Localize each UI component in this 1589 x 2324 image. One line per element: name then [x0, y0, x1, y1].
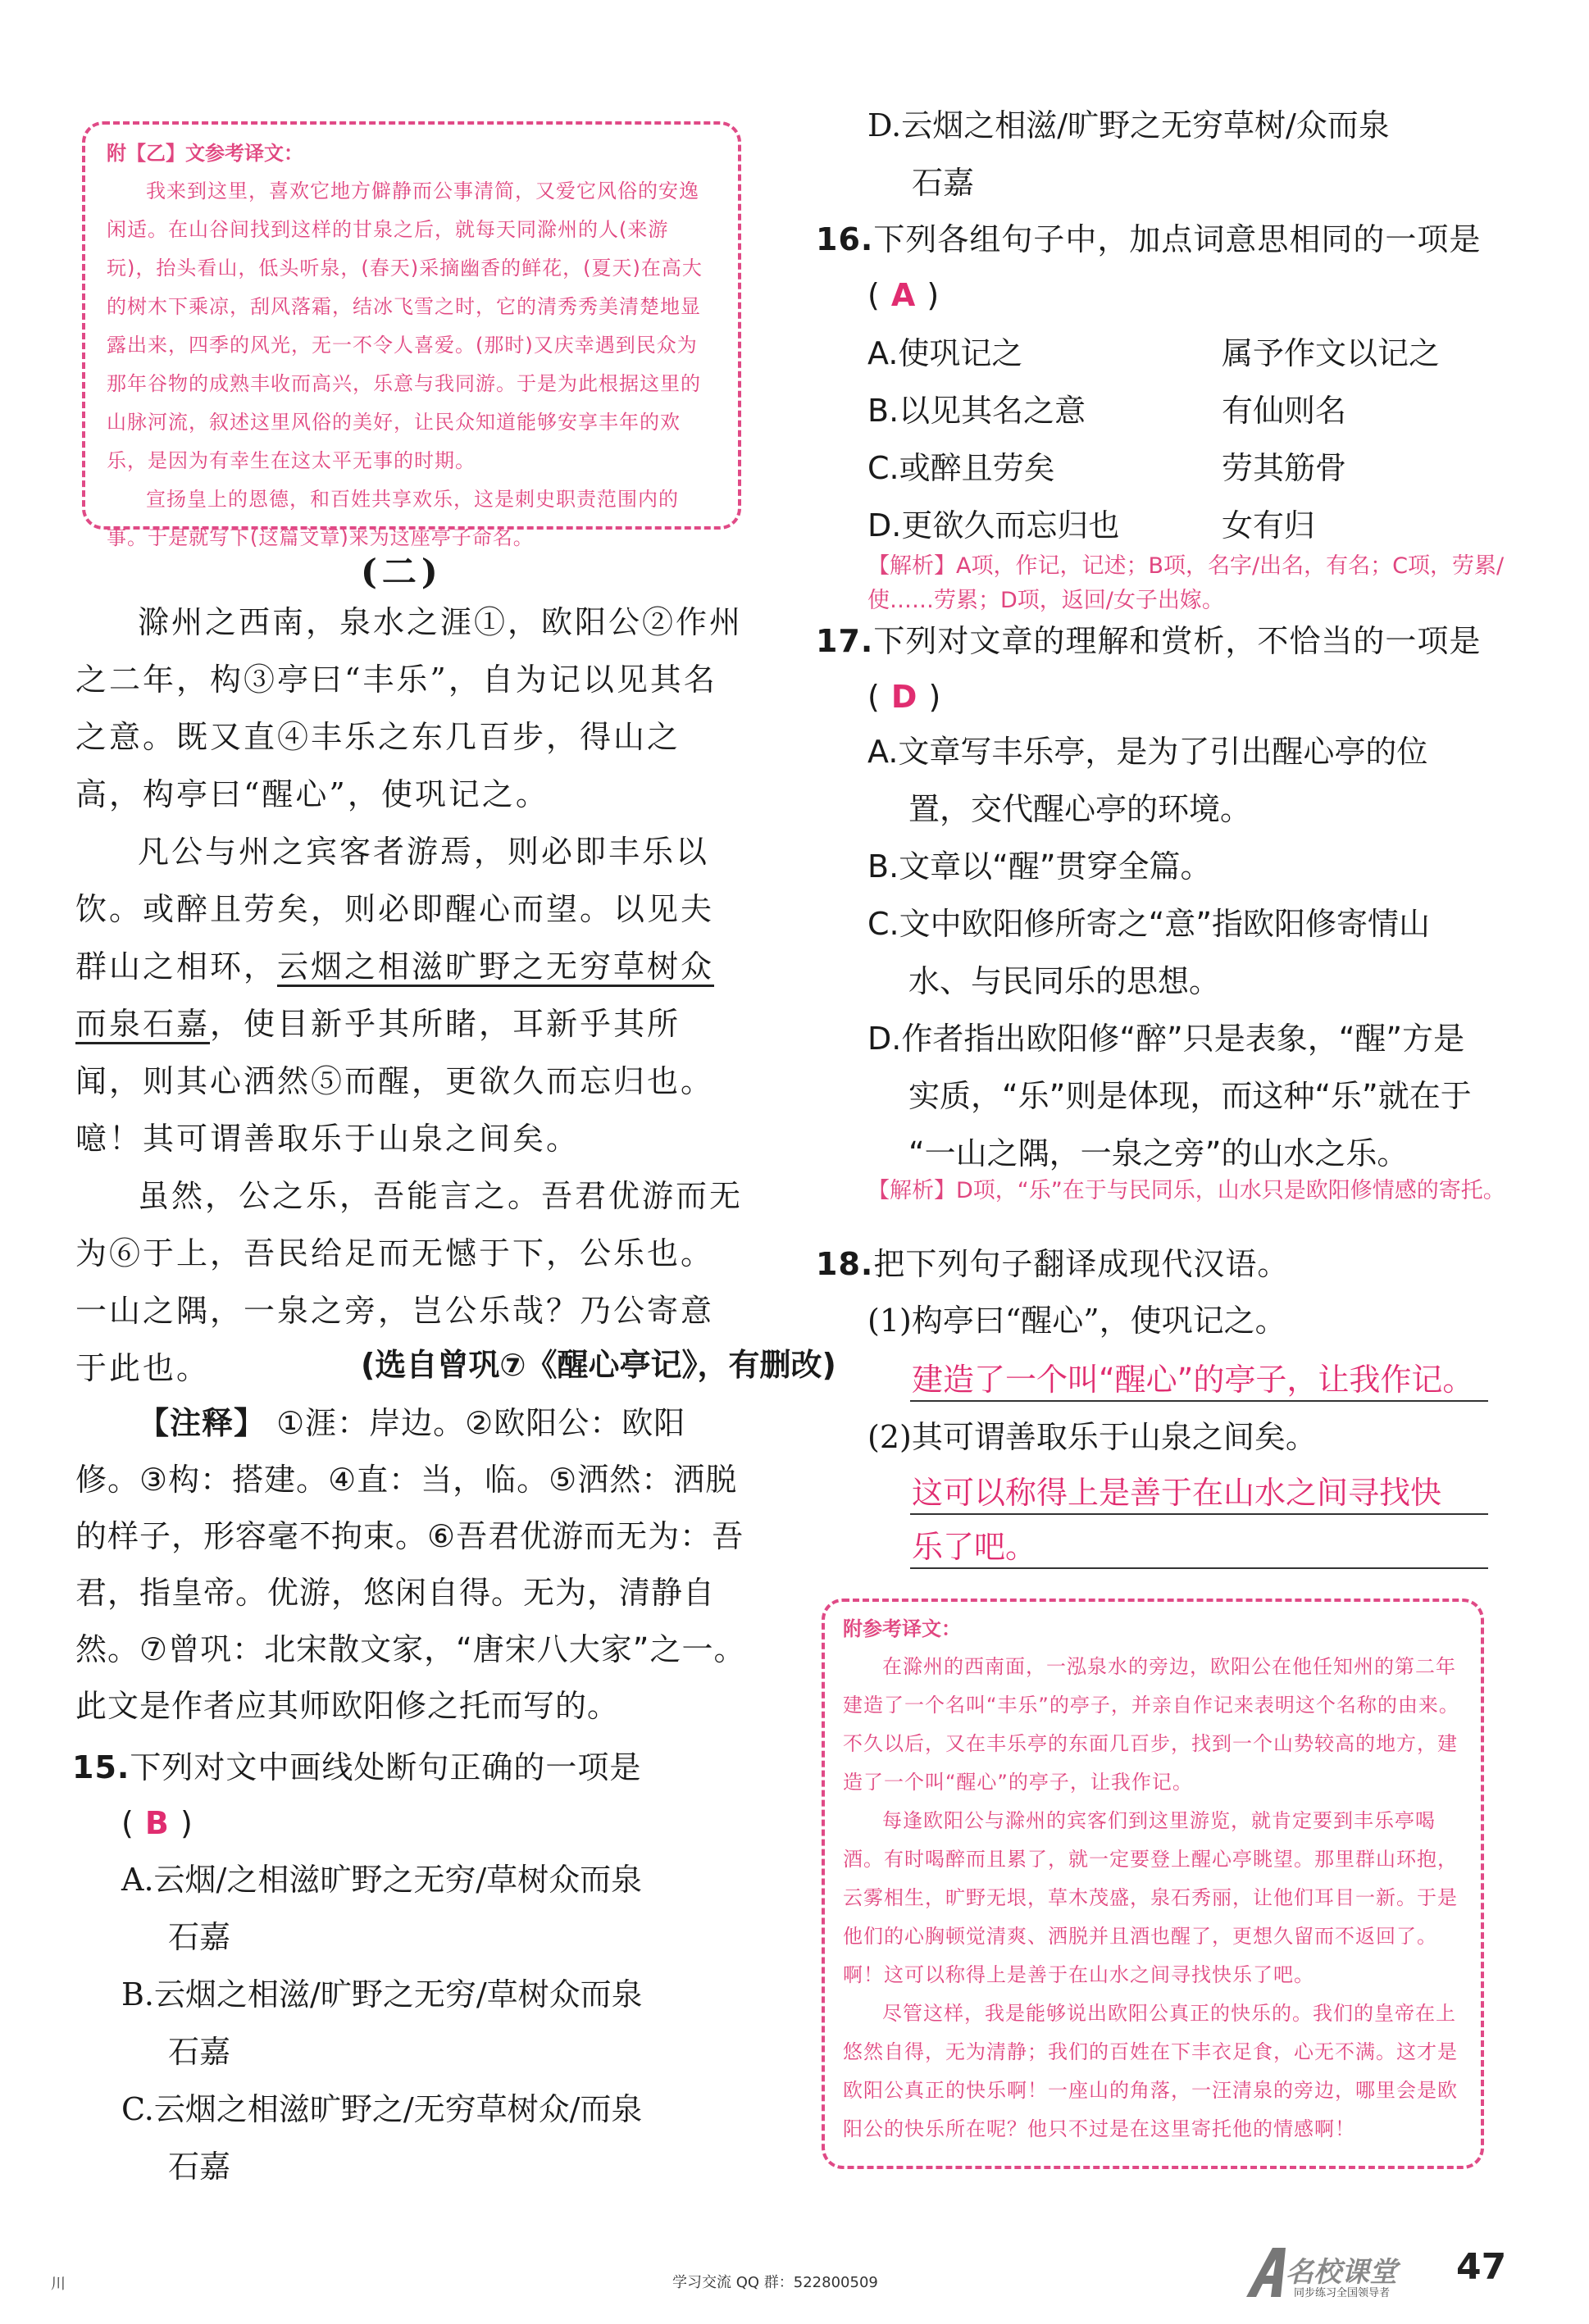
box-paragraph: 在滁州的西南面，一泓泉水的旁边，欧阳公在他任知州的第二年建造了一个名叫“丰乐”的亭子，并亲自作记来表明这个名称的由来。不久以后，又在丰乐亭的东面几百步，找到一个山势较高的地方，建造了一个叫“醒心”的亭子，让我作记。	[843, 1655, 1459, 1794]
q16-option-a: A.使巩记之	[867, 335, 1023, 371]
question-15: 15.下列对文中画线处断句正确的一项是	[72, 1749, 642, 1785]
q16-option-c: C.或醉且劳矣	[867, 450, 1055, 486]
section-title: (二)	[361, 552, 443, 592]
passage-paragraph-1: 滁州之西南，泉水之涯①，欧阳公②作州之二年，构③亭曰“丰乐”，自为记以见其名之意。既又直④丰乐之东几百步，得山之高，构亭曰“醒心”，使巩记之。	[75, 604, 744, 812]
q18-sentence-2: (2)其可谓善取乐于山泉之间矣。	[867, 1419, 1317, 1455]
q17-analysis: 【解析】D项，“乐”在于与民同乐，山水只是欧阳修情感的寄托。	[867, 1178, 1505, 1203]
q15-option-b: B.云烟之相滋/旷野之无穷/草树众而泉	[121, 1976, 643, 2012]
q18-answer-1: 建造了一个叫“醒心”的亭子，让我作记。	[912, 1362, 1474, 1398]
box-paragraph: 宣扬皇上的恩德，和百姓共享欢乐，这是刺史职责范围内的事。于是就写下(这篇文章)来为这座亭子命名。	[107, 488, 679, 549]
q15-option-a: A.云烟/之相滋旷野之无穷/草树众而泉	[121, 1862, 643, 1898]
notes-text: ①涯：岸边。②欧阳公：欧阳修。③构：搭建。④直：当，临。⑤洒然：洒脱的样子，形容毫不拘束。⑥吾君优游而无为：吾君，指皇帝。优游，悠闲自得。无为，清静自然。⑦曾巩：北宋散文家，“唐宋八大家”之一。此文是作者应其师欧阳修之托而写的。	[75, 1405, 746, 1724]
q16-option-a-pair: 属予作文以记之	[1222, 335, 1441, 371]
q16-option-c-pair: 劳其筋骨	[1222, 450, 1347, 486]
q16-option-d: D.更欲久而忘归也	[867, 507, 1120, 543]
question-17: 17.下列对文章的理解和赏析，不恰当的一项是	[816, 623, 1482, 659]
q17-option-d-cont2: “一山之隅，一泉之旁”的山水之乐。	[908, 1135, 1409, 1171]
q16-option-b: B.以见其名之意	[867, 393, 1086, 429]
notes	[75, 1395, 746, 1735]
question-16: 16.下列各组句子中，加点词意思相同的一项是	[816, 221, 1482, 257]
question-18: 18.把下列句子翻译成现代汉语。	[816, 1246, 1290, 1282]
q17-option-a-cont: 置，交代醒心亭的环境。	[908, 791, 1252, 827]
answer-line	[910, 1567, 1488, 1569]
translation-box-yi	[82, 121, 741, 549]
passage-paragraph-3: 虽然，公之乐，吾能言之。吾君优游而无为⑥于上，吾民给足而无憾于下，公乐也。一山之隅，一泉之旁，岂公乐哉？乃公寄意于此也。	[75, 1178, 744, 1386]
logo-slogan: 同步练习全国领导者	[1294, 2287, 1391, 2299]
q18-sentence-1: (1)构亭曰“醒心”，使巩记之。	[867, 1303, 1286, 1339]
q16-analysis: 【解析】A项，作记，记述；B项，名字/出名，有名；C项，劳累/使……劳累；D项，返回/女子出嫁。	[867, 553, 1505, 613]
q18-answer-2-line2: 乐了吧。	[912, 1529, 1037, 1565]
q15-option-d-cont: 石嘉	[912, 165, 975, 201]
q17-option-c-cont: 水、与民同乐的思想。	[908, 963, 1221, 999]
q16-option-d-pair: 女有归	[1222, 507, 1316, 543]
answer-15: ( B )	[121, 1805, 194, 1841]
footer-region: 川	[51, 2276, 66, 2293]
underlined-sentence: 云烟之相滋旷野之无穷草树众而泉石嘉	[75, 948, 714, 1044]
q17-option-c: C.文中欧阳修所寄之“意”指欧阳修寄情山	[867, 906, 1430, 942]
passage-paragraph-2: 凡公与州之宾客者游焉，则必即丰乐以饮。或醉且劳矣，则必即醒心而望。以见夫群山之相环，云烟之相滋旷野之无穷草树众而泉石嘉，使目新乎其所睹，耳新乎其所闻，则其心洒然⑤而醒，更欲久而忘归也。噫！其可谓善取乐于山泉之间矣。	[75, 834, 715, 1157]
passage	[75, 594, 746, 1397]
notes-label: 【注释】	[138, 1405, 266, 1441]
q15-option-c: C.云烟之相滋旷野之/无穷草树众/而泉	[121, 2091, 643, 2127]
box-heading: 附【乙】文参考译文：	[107, 142, 303, 165]
q15-option-b-cont: 石嘉	[168, 2034, 231, 2070]
page-number: 47	[1456, 2246, 1507, 2288]
q18-answer-2-line1: 这可以称得上是善于在山水之间寻找快	[912, 1475, 1442, 1511]
q15-option-c-cont: 石嘉	[168, 2149, 231, 2185]
q17-option-d: D.作者指出欧阳修“醉”只是表象，“醒”方是	[867, 1021, 1465, 1057]
q15-option-d: D.云烟之相滋/旷野之无穷草树/众而泉	[867, 107, 1390, 143]
box-paragraph: 尽管这样，我是能够说出欧阳公真正的快乐的。我们的皇帝在上悠然自得，无为清静；我们的百姓在下丰衣足食，心无不满。这才是欧阳公真正的快乐啊！一座山的角落，一汪清泉的旁边，哪里会是欧阳公的快乐所在呢？他只不过是在这里寄托他的情感啊！	[843, 2002, 1458, 2140]
answer-17: ( D )	[867, 679, 942, 715]
answer-16: ( A )	[867, 277, 940, 313]
box-paragraph: 每逢欧阳公与滁州的宾客们到这里游览，就肯定要到丰乐亭喝酒。有时喝醉而且累了，就一定要登上醒心亭眺望。那里群山环抱，云雾相生，旷野无垠，草木茂盛，泉石秀丽，让他们耳目一新。于是他们的心胸顿觉清爽、洒脱并且酒也醒了，更想久留而不返回了。啊！这可以称得上是善于在山水之间寻找快乐了吧。	[843, 1809, 1458, 1986]
q17-option-b: B.文章以“醒”贯穿全篇。	[867, 848, 1212, 885]
footer-qq: 学习交流 QQ 群：522800509	[672, 2274, 878, 2291]
q17-option-a: A.文章写丰乐亭，是为了引出醒心亭的位	[867, 734, 1428, 770]
brand-logo	[1245, 2246, 1491, 2299]
translation-box-2	[822, 1599, 1484, 2169]
q17-option-d-cont: 实质，“乐”则是体现，而这种“乐”就在于	[908, 1078, 1472, 1114]
answer-line	[910, 1400, 1488, 1402]
passage-source: (选自曾巩⑦《醒心亭记》，有删改)	[361, 1347, 836, 1383]
box-heading: 附参考译文：	[843, 1617, 961, 1640]
answer-line	[910, 1513, 1488, 1515]
q16-option-b-pair: 有仙则名	[1222, 393, 1347, 429]
box-paragraph: 我来到这里，喜欢它地方僻静而公事清简，又爱它风俗的安逸闲适。在山谷间找到这样的甘泉之后，就每天同滁州的人(来游玩)，抬头看山，低头听泉，(春天)采摘幽香的鲜花，(夏天)在高大的树木下乘凉，刮风落霜，结冰飞雪之时，它的清秀秀美清楚地显露出来，四季的风光，无一不令人喜爱。(那时)又庆幸遇到民众为那年谷物的成熟丰收而高兴，乐意与我同游。于是为此根据这里的山脉河流，叙述这里风俗的美好，让民众知道能够安享丰年的欢乐，是因为有幸生在这太平无事的时期。	[107, 180, 703, 472]
logo-text: 名校课堂	[1286, 2256, 1397, 2289]
q15-option-a-cont: 石嘉	[168, 1919, 231, 1955]
